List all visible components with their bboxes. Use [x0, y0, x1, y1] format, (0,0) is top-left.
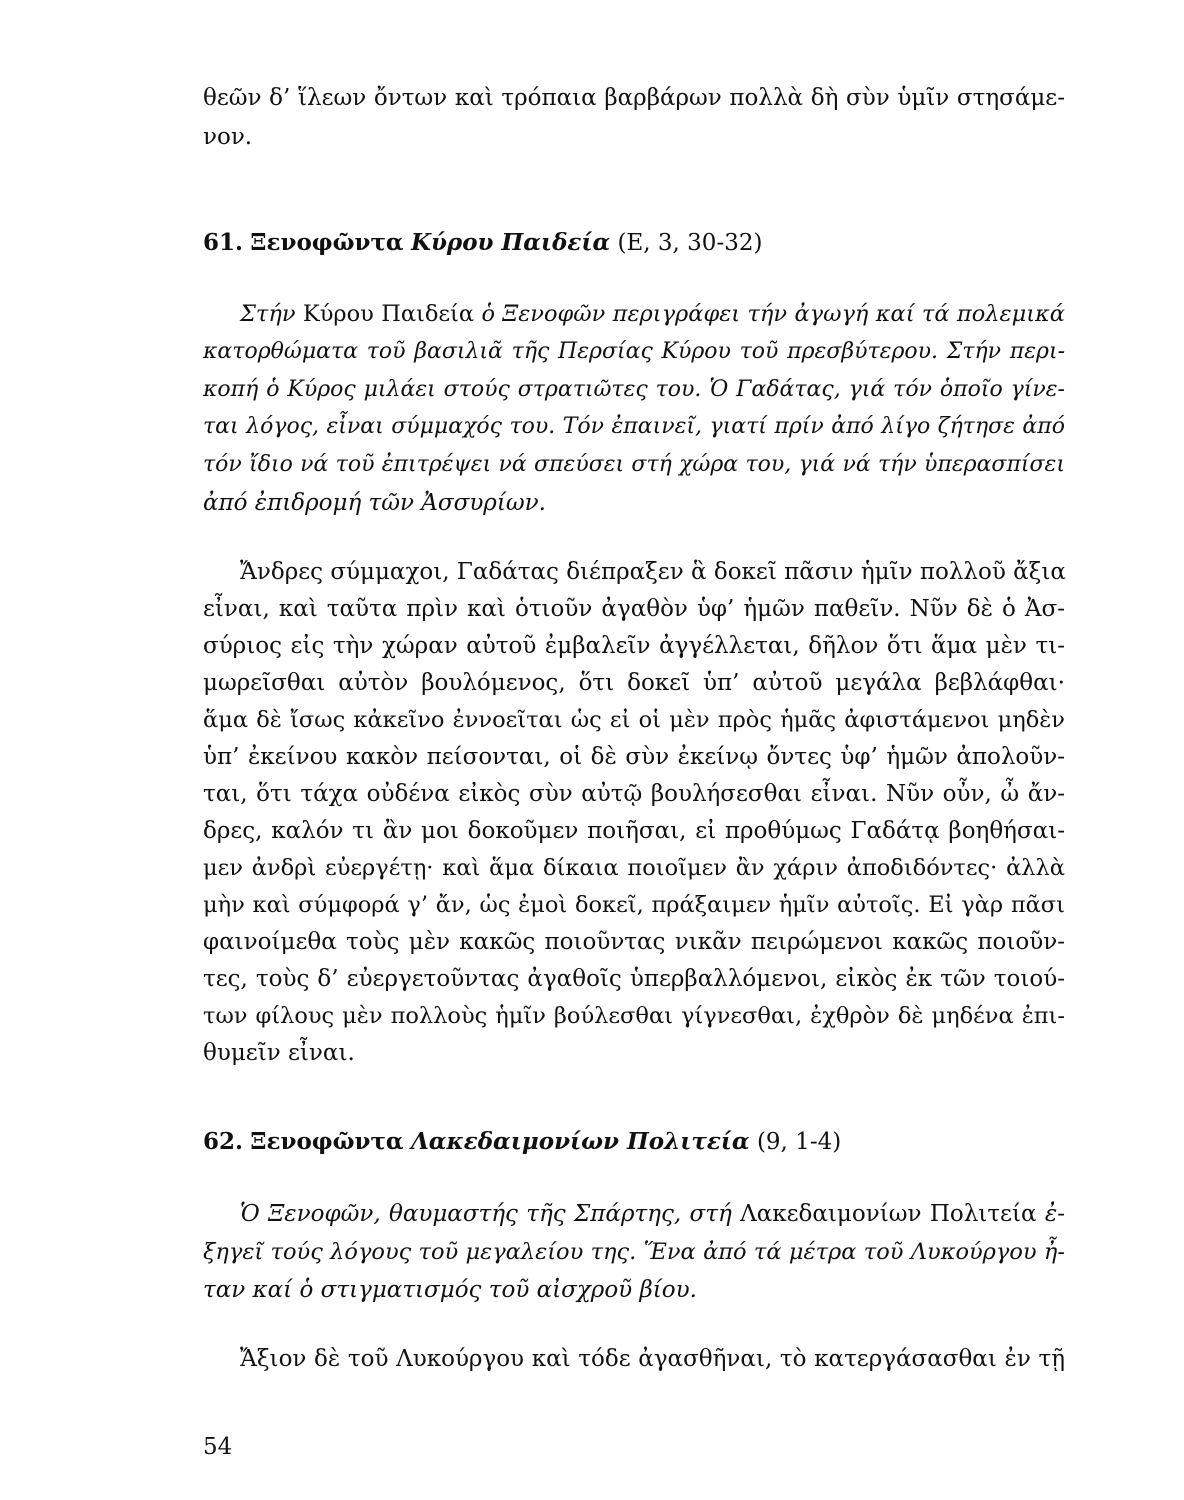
- section-work-title: Λακεδαιμονίων Πολιτεία: [410, 1128, 750, 1155]
- section-author: Ξενοφῶντα: [250, 229, 404, 256]
- text-line: των φίλους μὲν πολλοὺς ἡμῖν βούλεσθαι γίγνεσθαι, ἐχθρὸν δὲ μηδένα ἐπι-: [203, 1003, 1065, 1029]
- summary-line: ἀπό ἐπιδρομή τῶν Ἀσσυρίων.: [203, 490, 546, 516]
- summary-line: κατορθώματα τοῦ βασιλιᾶ τῆς Περσίας Κύρου τοῦ πρεσβύτερου. Στήν περι-: [203, 339, 1065, 364]
- text-line: δρες, καλόν τι ἂν μοι δοκοῦμεν ποιῆσαι, εἰ προθύμως Γαδάτᾳ βοηθήσαι-: [203, 818, 1065, 844]
- text-line: μωρεῖσθαι αὐτὸν βουλόμενος, ὅτι δοκεῖ ὑπ’ αὐτοῦ μεγάλα βεβλάφθαι·: [203, 670, 1065, 696]
- section-author: Ξενοφῶντα: [250, 1128, 404, 1155]
- section-number: 62.: [203, 1128, 244, 1155]
- section-work-title: Κύρου Παιδεία: [410, 229, 611, 256]
- section-reference: (Ε, 3, 30-32): [617, 230, 763, 256]
- text-line: τες, τοὺς δ’ εὐεργετοῦντας ἀγαθοῖς ὑπερβαλλόμενοι, εἰκὸς ἐκ τῶν τοιού-: [203, 966, 1065, 992]
- summary-line: Στήν Κύρου Παιδεία ὁ Ξενοφῶν περιγράφει τήν ἀγωγή καί τά πολεμικά: [240, 301, 1065, 327]
- text-line: ὑπ’ ἐκείνου κακὸν πείσονται, οἱ δὲ σὺν ἐκείνῳ ὄντες ὑφ’ ἡμῶν ἀπολοῦν-: [203, 744, 1065, 770]
- text-line: ἅμα δὲ ἴσως κἀκεῖνο ἐννοεῖται ὡς εἰ οἱ μὲν πρὸς ἡμᾶς ἀφιστάμενοι μηδὲν: [203, 707, 1065, 733]
- text-line: φαινοίμεθα τοὺς μὲν κακῶς ποιοῦντας νικᾶν πειρώμενοι κακῶς ποιοῦν-: [203, 929, 1065, 955]
- section-heading-61: [203, 227, 762, 259]
- text-line: Ἄξιον δὲ τοῦ Λυκούργου καὶ τόδε ἀγασθῆναι, τὸ κατεργάσασθαι ἐν τῇ: [240, 1346, 1065, 1372]
- summary-line: ταν καί ὁ στιγματισμός τοῦ αἰσχροῦ βίου.: [203, 1277, 697, 1303]
- section-heading-62: [203, 1126, 841, 1158]
- section-reference: (9, 1-4): [756, 1129, 842, 1155]
- text-line: σύριος εἰς τὴν χώραν αὐτοῦ ἐμβαλεῖν ἀγγέλλεται, δῆλον ὅτι ἅμα μὲν τι-: [203, 633, 1065, 659]
- summary-line: ται λόγος, εἶναι σύμμαχός του. Τόν ἐπαινεῖ, γιατί πρίν ἀπό λίγο ζήτησε ἀπό: [203, 414, 1065, 439]
- text-line: ται, ὅτι τάχα οὐδένα εἰκὸς σὺν αὐτῷ βουλήσεσθαι εἶναι. Νῦν οὖν, ὦ ἄν-: [203, 781, 1065, 807]
- text-line: θυμεῖν εἶναι.: [203, 1040, 355, 1066]
- summary-line: ξηγεῖ τούς λόγους τοῦ μεγαλείου της. Ἕνα ἀπό τά μέτρα τοῦ Λυκούργου ἦ-: [203, 1239, 1065, 1265]
- summary-line: κοπή ὁ Κύρος μιλάει στούς στρατιῶτες του. Ὁ Γαδάτας, γιά τόν ὁποῖο γίνε-: [203, 377, 1065, 402]
- text-line: εἶναι, καὶ ταῦτα πρὶν καὶ ὁτιοῦν ἀγαθὸν ὑφ’ ἡμῶν παθεῖν. Νῦν δὲ ὁ Ἀσ-: [203, 596, 1065, 622]
- page-number: 54: [203, 1434, 233, 1460]
- text-line: νον.: [203, 124, 253, 150]
- summary-line: τόν ἴδιο νά τοῦ ἐπιτρέψει νά σπεύσει στή χώρα του, γιά νά τήν ὑπερασπίσει: [203, 452, 1065, 477]
- section-number: 61.: [203, 229, 244, 256]
- text-line: μεν ἀνδρὶ εὐεργέτῃ· καὶ ἅμα δίκαια ποιοῖμεν ἂν χάριν ἀποδιδόντες· ἀλλὰ: [203, 855, 1065, 881]
- text-line: μὴν καὶ σύμφορά γ’ ἄν, ὡς ἐμοὶ δοκεῖ, πράξαιμεν ἡμῖν αὐτοῖς. Εἰ γὰρ πᾶσι: [203, 892, 1065, 918]
- text-line: θεῶν δ’ ἵλεων ὄντων καὶ τρόπαια βαρβάρων πολλὰ δὴ σὺν ὑμῖν στησάμε-: [203, 85, 1065, 111]
- text-line: Ἄνδρες σύμμαχοι, Γαδάτας διέπραξεν ἃ δοκεῖ πᾶσιν ἡμῖν πολλοῦ ἄξια: [240, 559, 1066, 585]
- summary-line: Ὁ Ξενοφῶν, θαυμαστής τῆς Σπάρτης, στή Λακεδαιμονίων Πολιτεία ἐ-: [240, 1201, 1065, 1227]
